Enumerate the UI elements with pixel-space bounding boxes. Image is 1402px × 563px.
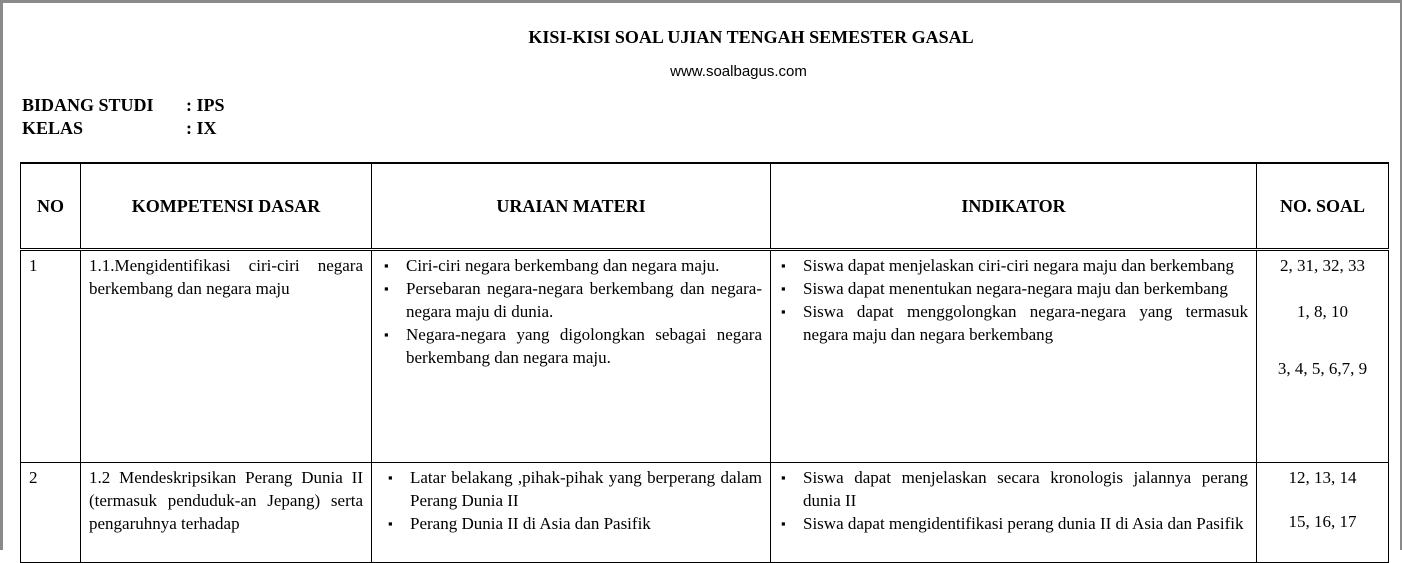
row-number: 2	[21, 463, 81, 563]
table-row	[21, 250, 1389, 463]
soal-numbers: 12, 13, 14	[1288, 468, 1357, 487]
list-item: ▪ Siswa dapat menentukan negara-negara maju dan berkembang	[779, 277, 1248, 300]
no-soal-cell	[1257, 463, 1389, 563]
list-item: ▪ Siswa dapat menjelaskan ciri-ciri negara maju dan berkembang	[779, 254, 1248, 277]
list-item: ▪ Siswa dapat mengidentifikasi perang dunia II di Asia dan Pasifik	[779, 512, 1248, 535]
soal-numbers: 3, 4, 5, 6,7, 9	[1277, 359, 1368, 378]
kompetensi-dasar-cell: 1.2 Mendeskripsikan Perang Dunia II (termasuk penduduk-an Jepang) serta pengaruhnya terhadap	[81, 463, 372, 563]
list-item: ▪ Negara-negara yang digolongkan sebagai negara berkembang dan negara maju.	[380, 323, 762, 369]
header-kompetensi-dasar: KOMPETENSI DASAR	[81, 163, 372, 250]
list-item: ▪ Persebaran negara-negara berkembang dan negara-negara maju di dunia.	[380, 277, 762, 323]
header-no-soal: NO. SOAL	[1257, 163, 1389, 250]
list-item: ▪ Ciri-ciri negara berkembang dan negara maju.	[380, 254, 762, 277]
header-uraian-materi: URAIAN MATERI	[372, 163, 771, 250]
meta-subject-value: : IPS	[186, 95, 225, 115]
table-row	[21, 463, 1389, 563]
soal-numbers: 15, 16, 17	[1288, 512, 1357, 531]
soal-numbers: 2, 31, 32, 33	[1280, 256, 1365, 275]
no-soal-cell	[1257, 250, 1389, 463]
list-item: ▪ Perang Dunia II di Asia dan Pasifik	[380, 512, 762, 535]
list-item: ▪ Latar belakang ,pihak-pihak yang berperang dalam Perang Dunia II	[380, 466, 762, 512]
list-item: ▪ Siswa dapat menggolongkan negara-negara yang termasuk negara maju dan negara berkembang	[779, 300, 1248, 346]
kompetensi-dasar-cell: 1.1.Mengidentifikasi ciri-ciri negara berkembang dan negara maju	[81, 250, 372, 463]
materi-list	[380, 466, 762, 535]
uraian-materi-cell	[372, 250, 771, 463]
kisi-table	[20, 162, 1389, 563]
meta-class-value: : IX	[186, 118, 217, 138]
materi-list	[380, 254, 762, 369]
header-indikator: INDIKATOR	[771, 163, 1257, 250]
soal-numbers: 1, 8, 10	[1297, 302, 1348, 321]
header-no: NO	[21, 163, 81, 250]
website-url: www.soalbagus.com	[670, 63, 807, 80]
meta-subject	[22, 95, 225, 116]
meta-subject-label: BIDANG STUDI	[22, 95, 154, 115]
row-number: 1	[21, 250, 81, 463]
meta-class-label: KELAS	[22, 118, 84, 138]
document-title: KISI-KISI SOAL UJIAN TENGAH SEMESTER GASAL	[528, 27, 974, 47]
indikator-list	[779, 254, 1248, 346]
uraian-materi-cell	[372, 463, 771, 563]
table-header-row	[21, 163, 1389, 250]
meta-class	[22, 118, 217, 139]
indikator-cell	[771, 250, 1257, 463]
list-item: ▪ Siswa dapat menjelaskan secara kronologis jalannya perang dunia II	[779, 466, 1248, 512]
indikator-list	[779, 466, 1248, 535]
indikator-cell	[771, 463, 1257, 563]
